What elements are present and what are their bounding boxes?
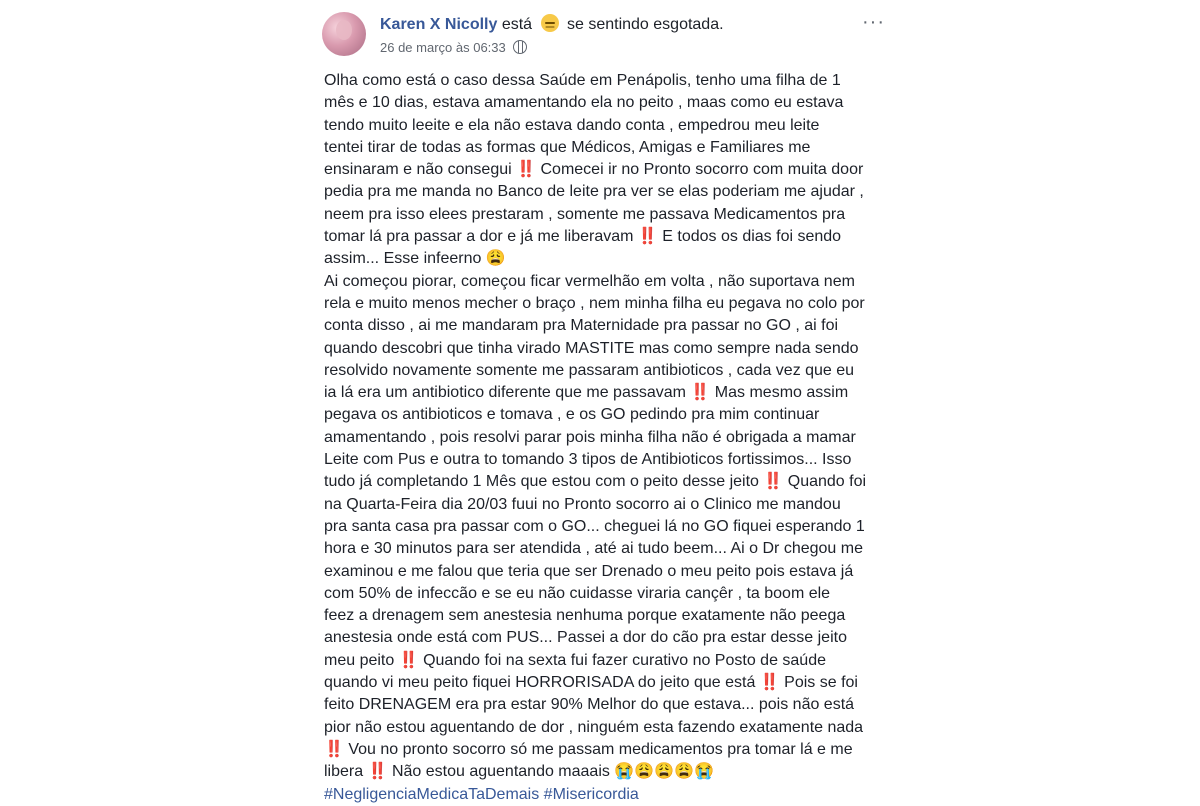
feeling-text: se sentindo esgotada. (566, 16, 724, 33)
globe-icon[interactable] (513, 40, 527, 54)
author-avatar[interactable] (322, 12, 366, 56)
author-name[interactable]: Karen X Nicolly (380, 16, 498, 33)
post-paragraph-2: Ai começou piorar, começou ficar vermelhão em volta , não suportava nem rela e muito menos mecher o braço , nem minha filha eu pegava no colo por conta disso , ai me mandaram pra Maternidade pra passar no GO , ai foi quando descobri que tinha virado MASTITE mas como sempre nada sendo resolvido novamente somente me passaram antibioticos , cada vez que eu ia lá era um antibiotico diferente que me passavam ‼️ Mas mesmo assim pegava os antibioticos e tomava , e os GO pedindo pra mim continuar amamentando , pois resolvi parar pois minha filha não é obrigada a mamar Leite com Pus e outra to tomando 3 tipos de Antibioticos fortissimos... Isso tudo já completando 1 Mês que estou com o peito desse jeito ‼️ Quando foi na Quarta-Feira dia 20/03 fuui no Pronto socorro ai o Clinico me mandou pra santa casa pra passar com o GO... cheguei lá no GO fiquei esperando 1 hora e 30 minutos para ser atendida , até ai tudo beem... Ai o Dr chegou me examinou e me falou que teria que ser Drenado o meu peito pois estava já com 50% de infeccão e se eu não cuidasse viraria cançêr , ta boom ele feez a drenagem sem anestesia nenhuma porque exatamente não peega anestesia onde está com PUS... Passei a dor do cão pra estar desse jeito meu peito ‼️ Quando foi na sexta fui fazer curativo no Posto de saúde quando vi meu peito fiquei HORRORISADA do jeito que está ‼️ Pois se foi feito DRENAGEM era pra estar 90% Melhor do que estava... pois não está pior não estou aguentando de dor , ninguém esta fazendo exatamente nada ‼️ Vou no pronto socorro só me passam medicamentos pra tomar lá e me libera ‼️ Não estou aguentando maaais 😭😩😩😩😭 (324, 272, 867, 781)
tired-face-emoji-icon (541, 14, 559, 32)
hashtag-negligencia[interactable]: #NegligenciaMedicaTaDemais (324, 785, 540, 803)
hashtag-misericordia[interactable]: #Misericordia (543, 785, 639, 803)
more-options-button[interactable]: ··· (862, 11, 885, 33)
facebook-post (310, 0, 900, 803)
post-paragraph-1: Olha como está o caso dessa Saúde em Penápolis, tenho uma filha de 1 mês e 10 dias, estava amamentando ela no peito , maas como eu estava tendo muito leeite e ela não estava dando conta , empedrou meu leite tentei tirar de todas as formas que Médicos, Amigas e Familiares me ensinaram e não consegui ‼️ Comecei ir no Pronto socorro com muita door pedia pra me manda no Banco de leite pra ver se elas poderiam me ajudar , neem pra isso elees prestaram , somente me passava Medicamentos pra tomar lá pra passar a dor e já me liberavam ‼️ E todos os dias foi sendo assim... Esse infeerno 😩 (324, 72, 864, 268)
post-meta (380, 40, 527, 55)
post-header (380, 14, 724, 34)
post-timestamp[interactable]: 26 de março às 06:33 (380, 40, 506, 55)
post-body (324, 70, 890, 806)
feeling-verb: está (501, 16, 533, 33)
hashtag-line (324, 784, 890, 806)
